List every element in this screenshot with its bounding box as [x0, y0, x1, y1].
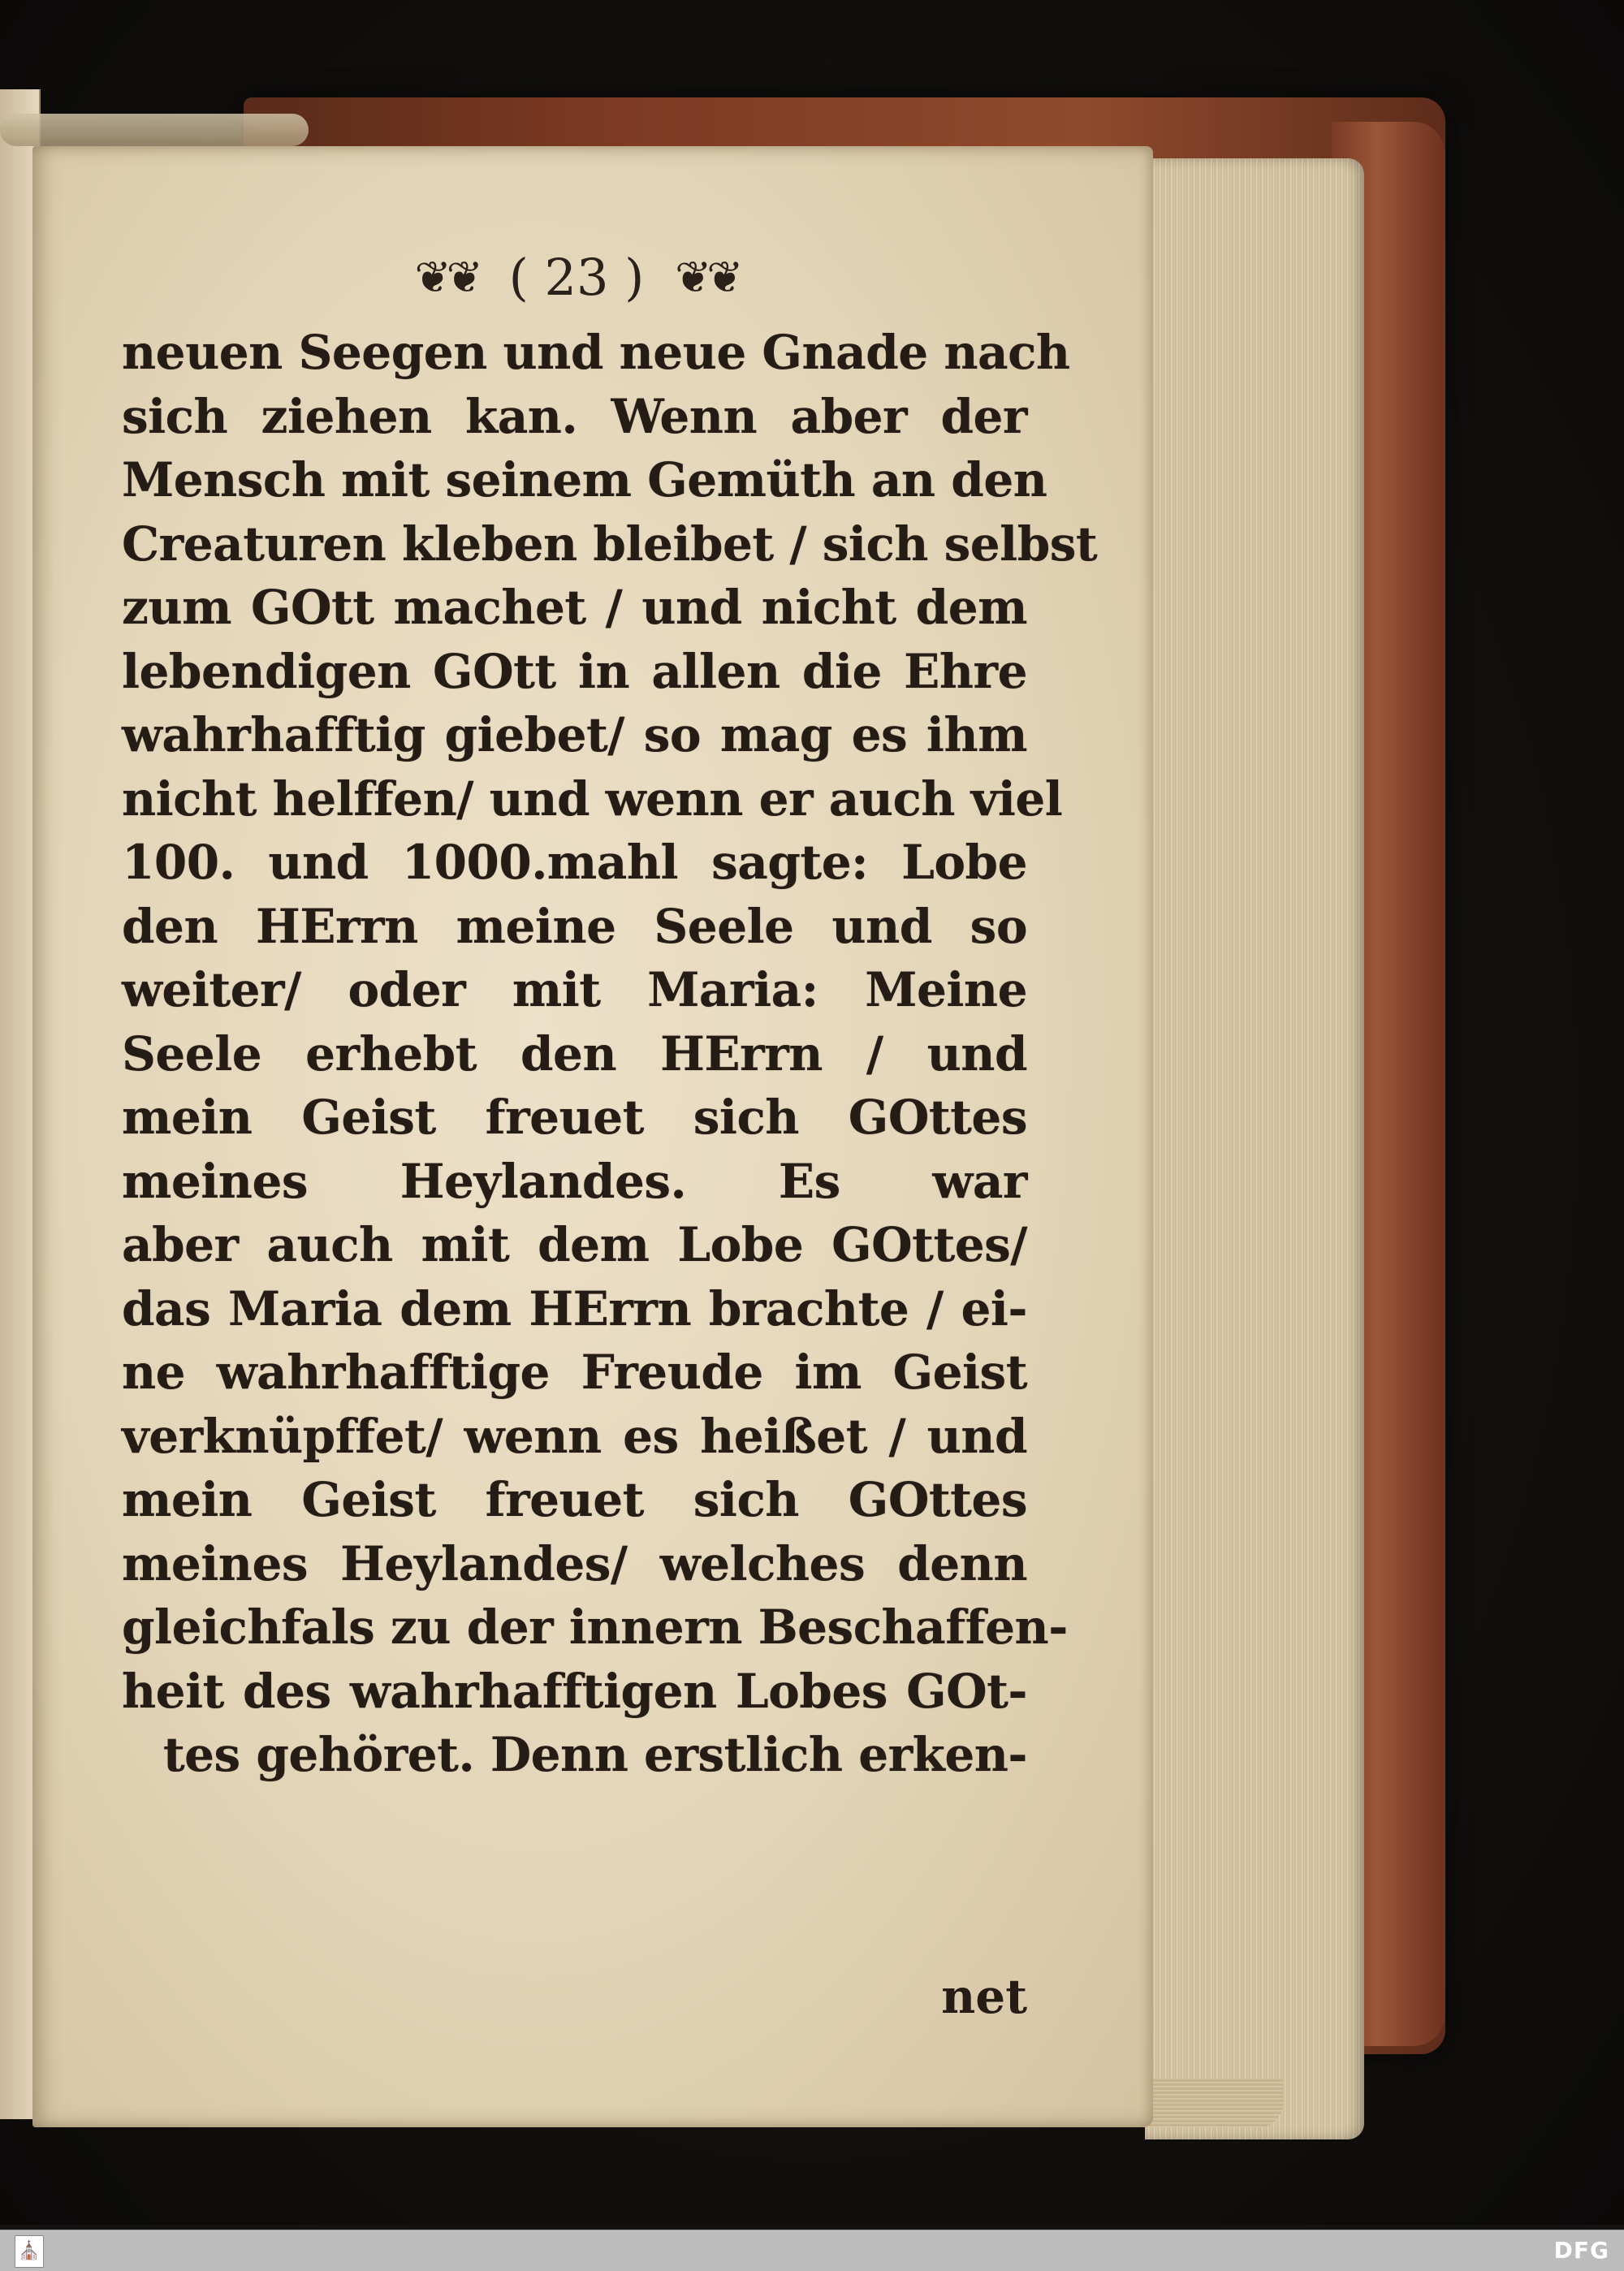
text-line: das Maria dem HErrn brachte / ei- [122, 1280, 1027, 1336]
text-line: Seele erhebt den HErrn / und [122, 1025, 1027, 1082]
page-text [122, 321, 1098, 1787]
text-line: gleichfals zu der innern Beschaffen- [122, 1600, 1068, 1655]
text-line: meines Heylandes/ welches denn [122, 1535, 1027, 1591]
text-line: 100. und 1000.mahl sagte: Lobe [122, 835, 1027, 890]
binding-band [0, 114, 309, 146]
text-line: zum GOtt machet / und nicht dem [122, 580, 1027, 635]
text-line: nicht helffen/ und wenn er auch viel [122, 771, 1063, 827]
text-line: meines Heylandes. Es war [122, 1153, 1027, 1209]
text-line: weiter/ oder mit Maria: Meine [122, 962, 1027, 1017]
text-line: tes gehöret. Denn erstlich erken- [162, 1727, 1027, 1782]
text-line: den HErrn meine Seele und so [122, 898, 1027, 954]
text-line: neuen Seegen und neue Gnade nach [122, 325, 1070, 380]
text-line: ne wahrhafftige Freude im Geist [122, 1345, 1027, 1400]
text-line: lebendigen GOtt in allen die Ehre [122, 643, 1027, 699]
viewer-footer [0, 2230, 1624, 2271]
text-line: mein Geist freuet sich GOttes [122, 1090, 1027, 1145]
text-line: wahrhafftig giebet/ so mag es ihm [122, 707, 1027, 762]
page-edges [1145, 158, 1364, 2139]
dfg-logo[interactable]: DFG [1553, 2237, 1609, 2264]
text-line: aber auch mit dem Lobe GOttes/ [122, 1217, 1027, 1272]
ornament-right-icon: ❦❦ [675, 252, 739, 304]
text-line: Creaturen kleben bleibet / sich selbst [122, 516, 1098, 572]
library-logo-icon[interactable]: ⛪ [15, 2235, 44, 2268]
text-line: verknüpffet/ wenn es heißet / und [122, 1408, 1027, 1464]
page-number: ( 23 ) [508, 248, 645, 308]
text-line: heit des wahrhafftigen Lobes GOt- [122, 1663, 1027, 1719]
book-page [32, 146, 1153, 2127]
ornament-left-icon: ❦❦ [414, 252, 478, 304]
text-line: Mensch mit seinem Gemüth an den [122, 452, 1047, 507]
catchword: net [941, 1969, 1027, 2024]
text-line: mein Geist freuet sich GOttes [122, 1472, 1027, 1527]
text-line: sich ziehen kan. Wenn aber der [122, 388, 1027, 444]
page-header [32, 244, 1121, 307]
